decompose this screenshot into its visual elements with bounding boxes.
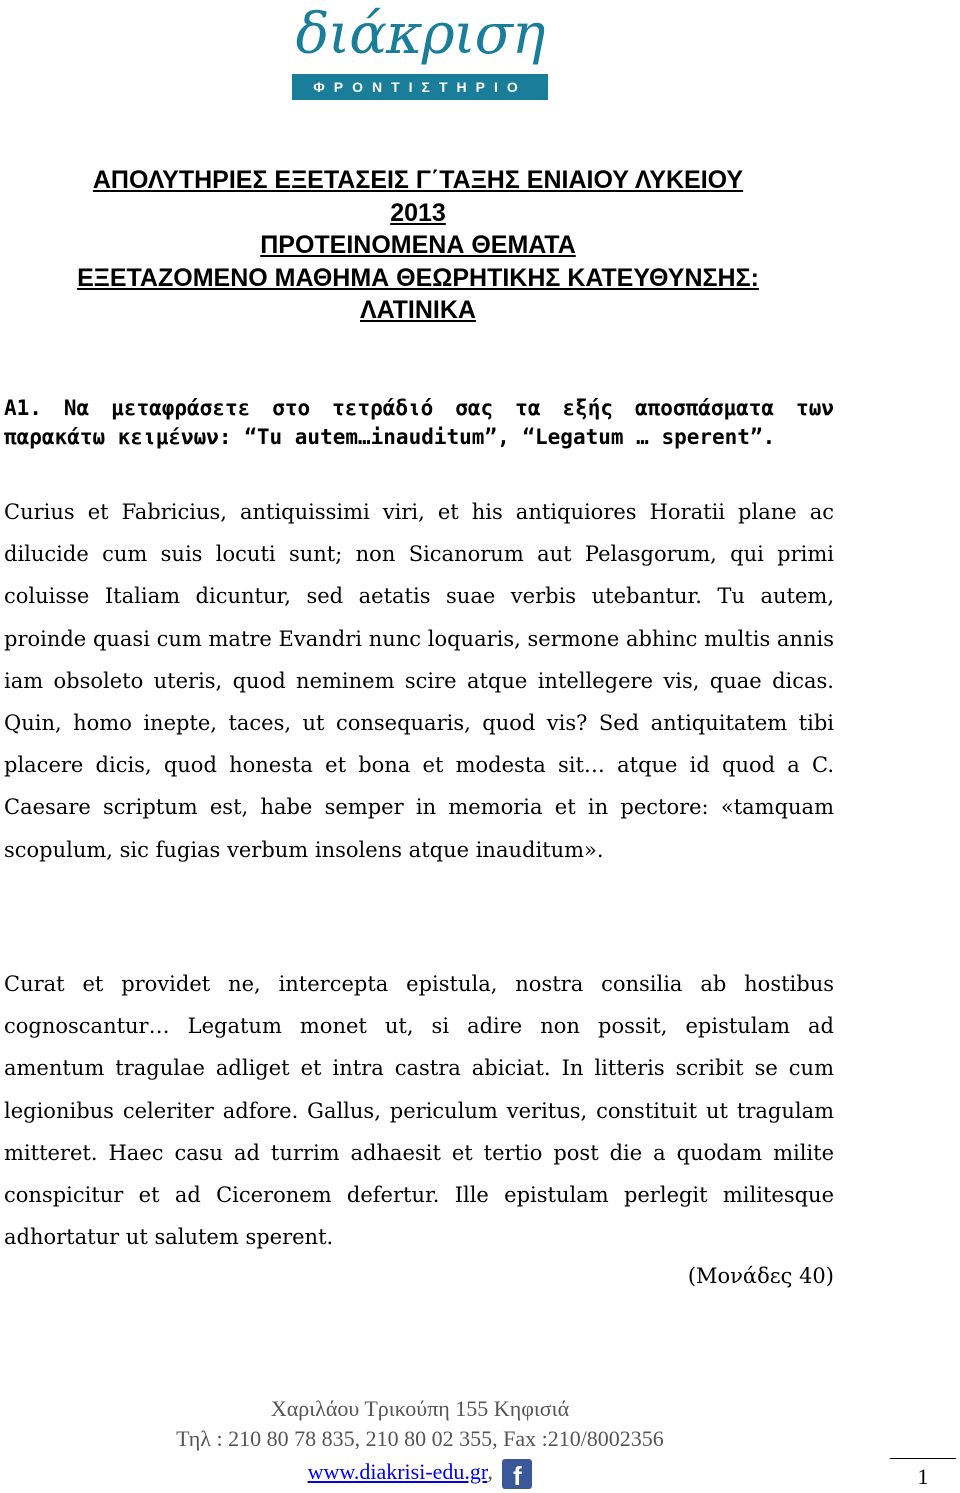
- points-label: (Μονάδες 40): [687, 1264, 834, 1288]
- page-footer: [0, 1394, 840, 1489]
- page-number-rule: [890, 1458, 956, 1459]
- title-line: 2013: [390, 198, 446, 227]
- latin-passage-2: Curat et providet ne, intercepta epistula, nostra consilia ab hostibus cognoscantur… Legatum monet ut, si adire non possit, epistulam ad amentum tragulae adliget et intra castra abiciat. In litteris scribit se cum legionibus celeriter adfore. Gallus, periculum veritus, constituit ut tragulam mitteret. Haec casu ad turrim adhaesit et tertio post die a quodam milite conspicitur et ad Ciceronem defertur. Ille epistulam perlegit militesque adhortatur ut salutem sperent.: [4, 972, 834, 1250]
- title-line: ΕΞΕΤΑΖΟΜΕΝΟ ΜΑΘΗΜΑ ΘΕΩΡΗΤΙΚΗΣ ΚΑΤΕΥΘΥΝΣΗΣ:: [77, 263, 759, 292]
- website-link[interactable]: www.diakrisi-edu.gr: [307, 1459, 488, 1484]
- logo-wordmark: διάκριση: [295, 2, 545, 67]
- footer-web-line: [0, 1457, 840, 1489]
- page-number: 1: [917, 1464, 929, 1489]
- facebook-icon[interactable]: f: [502, 1459, 532, 1489]
- brand-logo: [290, 2, 550, 100]
- title-line: ΠΡΟΤΕΙΝΟΜΕΝΑ ΘΕΜΑΤΑ: [260, 231, 576, 259]
- footer-address: Χαριλάου Τρικούπη 155 Κηφισιά: [270, 1396, 570, 1421]
- website-suffix: ,: [487, 1459, 493, 1484]
- exam-title-block: [0, 164, 836, 327]
- footer-phones: Τηλ : 210 80 78 835, 210 80 02 355, Fax :210/8002356: [176, 1426, 664, 1451]
- title-line: ΑΠΟΛΥΤΗΡΙΕΣ ΕΞΕΤΑΣΕΙΣ Γ΄ΤΑΞΗΣ ΕΝΙΑΙΟΥ ΛΥΚΕΙΟΥ: [92, 166, 744, 194]
- logo-subtitle: ΦΡΟΝΤΙΣΤΗΡΙΟ: [292, 74, 548, 100]
- title-line: ΛΑΤΙΝΙΚΑ: [360, 296, 476, 324]
- latin-passage-1: Curius et Fabricius, antiquissimi viri, et his antiquiores Horatii plane ac dilucide cum suis locuti sunt; non Sicanorum aut Pelasgorum, qui primi coluisse Italiam dicuntur, sed aetatis suae verbis utebantur. Tu autem, proinde quasi cum matre Evandri nunc loquaris, sermone abhinc multis annis iam obsoleto uteris, quod neminem scire atque intellegere vis, quae dicas. Quin, homo inepte, taces, ut consequaris, quod vis? Sed antiquitatem tibi placere dicis, quod honesta et bona et modesta sit… atque id quod a C. Caesare scriptum est, habe semper in memoria et in pectore: «tamquam scopulum, sic fugias verbum insolens atque inauditum».: [4, 500, 834, 862]
- question-a1: Α1. Να μεταφράσετε στο τετράδιό σας τα εξής αποσπάσματα των παρακάτω κειμένων: “Tu autem…inauditum”, “Legatum … sperent”.: [4, 396, 834, 449]
